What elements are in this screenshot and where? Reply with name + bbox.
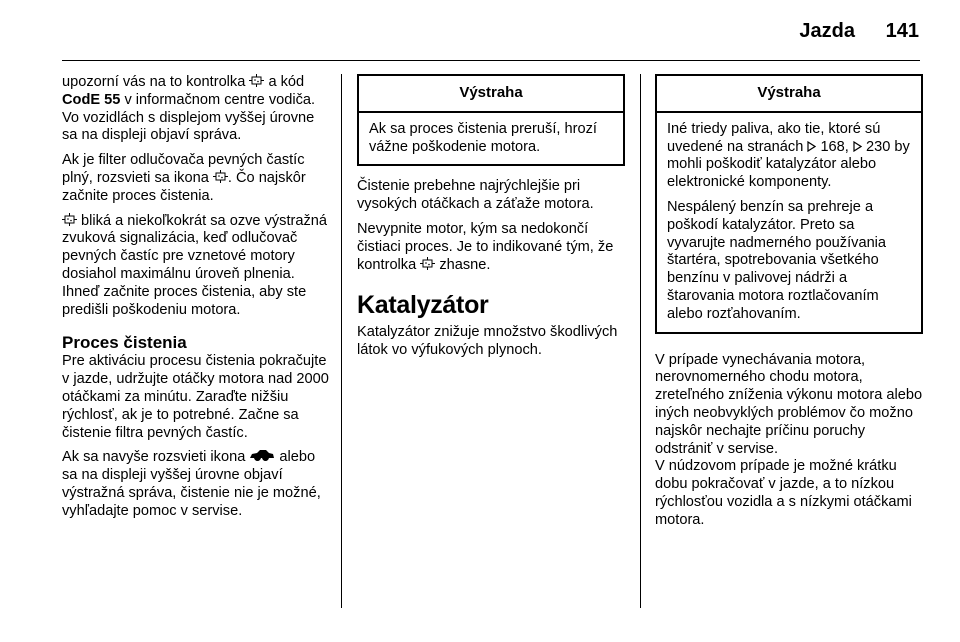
page-reference-arrow-icon	[853, 140, 862, 151]
particle-filter-icon	[249, 74, 264, 87]
page-reference[interactable]: 230	[865, 138, 891, 155]
section-heading: Katalyzátor	[357, 291, 489, 320]
page-reference[interactable]: 168	[820, 138, 845, 155]
particle-filter-icon	[420, 257, 435, 270]
code-label: CodE 55	[62, 91, 121, 108]
warning-body	[359, 113, 623, 165]
paragraph: Čistenie prebehne najrýchlejšie pri vysokých otáčkach a záťaže motora.	[357, 178, 594, 213]
paragraph: V prípade vynechávania motora, nerovnomerného chodu motora, zreteľného zníženia výkonu motora alebo iných neobvyklých problémov čo možno najskôr nechajte príčinu poruchy odstrániť v servise.	[655, 351, 923, 457]
paragraph: V núdzovom prípade je možné krátku dobu pokračovať v jazde, a to nízkou rýchlosťou vozidla a s nízkymi otáčkami motora.	[655, 458, 912, 528]
warning-box	[357, 74, 625, 166]
paragraph: Katalyzátor znižuje množstvo škodlivých látok vo výfukových plynoch.	[357, 324, 618, 359]
paragraph: Pre aktiváciu procesu čistenia pokračujte v jazde, udržujte otáčky motora nad 2000 otáčkami za minútu. Zaraďte nižšiu rýchlosť, ak je to potrebné. Začne sa čistenie filtra pevných častíc.	[62, 353, 329, 441]
column-divider	[640, 74, 641, 608]
page-number: 141	[885, 20, 919, 42]
paragraph: Ak je filter odlučovača pevných častíc plný, rozsvieti sa ikona . Čo najskôr začnite proces čistenia.	[62, 152, 306, 204]
column-1	[62, 74, 330, 528]
warning-title: Výstraha	[657, 76, 921, 113]
warning-title: Výstraha	[359, 76, 623, 113]
section-title: Jazda	[799, 20, 855, 42]
warning-body	[657, 113, 921, 332]
paragraph: upozorní vás na to kontrolka a kód CodE 55 v informačnom centre vodiča. Vo vozidlách s displejom vyššej úrovne sa na displeji objaví správa.	[62, 74, 316, 144]
column-3	[655, 74, 923, 537]
paragraph: Ak sa navyše rozsvieti ikona alebo sa na displeji vyššej úrovne objaví výstražná správa, čistenie nie je možné, vyhľadajte pomoc v servise.	[62, 449, 321, 519]
warning-box	[655, 74, 923, 334]
paragraph: bliká a niekoľkokrát sa ozve výstražná zvuková signalizácia, keď odlučovač pevných častíc pre vznetové motory dosiahol maximálnu úroveň plnenia. Ihneď začnite proces čistenia, aby ste predišli poškodeniu motora.	[62, 212, 328, 318]
warning-text: Nespálený benzín sa prehreje a poškodí katalyzátor. Preto sa vyvarujte nadmerného používania štartéra, spotrebovania všetkého benzínu v palivovej nádrži a štarovania motora roztlačovaním alebo rozťahovaním.	[667, 198, 887, 322]
page-reference-arrow-icon	[807, 140, 816, 151]
warning-text: Ak sa proces čistenia preruší, hrozí vážne poškodenie motora.	[369, 120, 597, 155]
column-2	[357, 74, 625, 367]
header-rule	[62, 60, 920, 61]
check-engine-icon	[249, 449, 275, 462]
particle-filter-icon	[213, 170, 228, 183]
paragraph: Nevypnite motor, kým sa nedokončí čistiaci proces. Je to indikované tým, že kontrolka zhasne.	[357, 220, 614, 273]
particle-filter-icon	[62, 213, 77, 226]
column-divider	[341, 74, 342, 608]
page-header	[0, 0, 960, 62]
warning-text: Iné triedy paliva, ako tie, ktoré sú uvedené na stranách 168, 230 by mohli poškodiť katalyzátor alebo elektronické komponenty.	[667, 120, 910, 191]
section-heading: Proces čistenia	[62, 333, 187, 353]
